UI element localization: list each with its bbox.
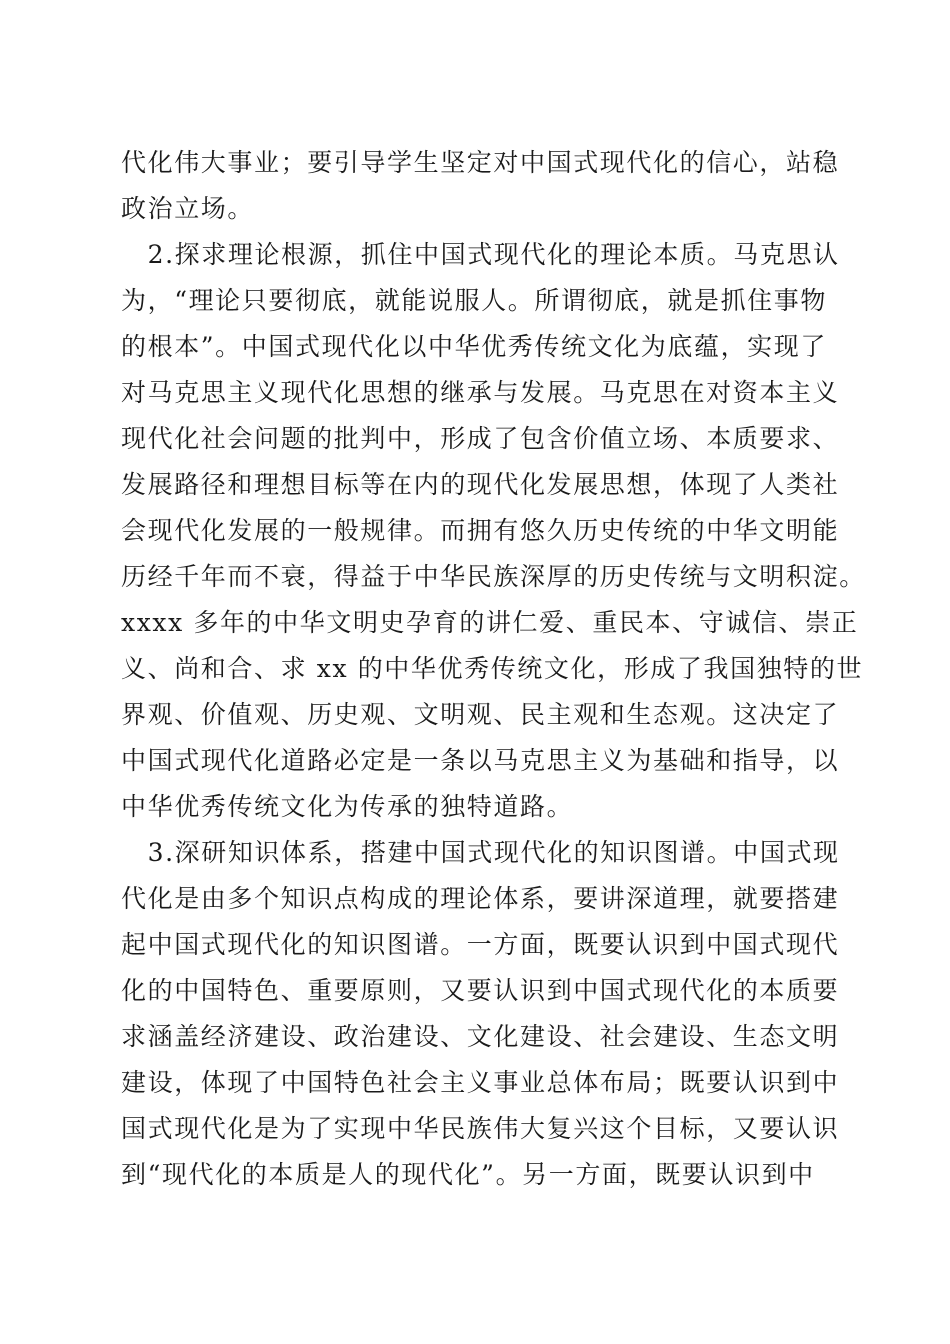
text-line: 发展路径和理想目标等在内的现代化发展思想，体现了人类社 xyxy=(121,470,840,499)
text-line: 国式现代化是为了实现中华民族伟大复兴这个目标，又要认识 xyxy=(121,1114,840,1143)
text-line: 中国式现代化道路必定是一条以马克思主义为基础和指导，以 xyxy=(121,746,840,775)
body-text xyxy=(121,140,866,1198)
text-line: 到“现代化的本质是人的现代化”。另一方面，既要认识到中 xyxy=(121,1160,815,1189)
paragraph-heading-line: 2.探求理论根源，抓住中国式现代化的理论本质。马克思认 xyxy=(121,240,840,269)
text-line: 现代化社会问题的批判中，形成了包含价值立场、本质要求、 xyxy=(121,424,840,453)
text-line: 起中国式现代化的知识图谱。一方面，既要认识到中国式现代 xyxy=(121,930,840,959)
text-line: 建设，体现了中国特色社会主义事业总体布局；既要认识到中 xyxy=(121,1068,840,1097)
text-line: 为，“理论只要彻底，就能说服人。所谓彻底，就是抓住事物 xyxy=(121,286,827,315)
paragraph-heading-line: 3.深研知识体系，搭建中国式现代化的知识图谱。中国式现 xyxy=(121,838,840,867)
text-line: 会现代化发展的一般规律。而拥有悠久历史传统的中华文明能 xyxy=(121,516,840,545)
text-line: 中华优秀传统文化为传承的独特道路。 xyxy=(121,792,574,821)
text-line: 代化伟大事业；要引导学生坚定对中国式现代化的信心，站稳 xyxy=(121,148,840,177)
text-line: xxxx 多年的中华文明史孕育的讲仁爱、重民本、守诚信、崇正 xyxy=(121,608,859,637)
text-line: 义、尚和合、求 xx 的中华优秀传统文化，形成了我国独特的世 xyxy=(121,654,864,683)
text-line: 历经千年而不衰，得益于中华民族深厚的历史传统与文明积淀。 xyxy=(121,562,866,591)
text-line: 界观、价值观、历史观、文明观、民主观和生态观。这决定了 xyxy=(121,700,840,729)
text-line: 对马克思主义现代化思想的继承与发展。马克思在对资本主义 xyxy=(121,378,840,407)
text-line: 的根本”。中国式现代化以中华优秀传统文化为底蕴，实现了 xyxy=(121,332,827,361)
text-line: 化的中国特色、重要原则，又要认识到中国式现代化的本质要 xyxy=(121,976,840,1005)
text-line: 求涵盖经济建设、政治建设、文化建设、社会建设、生态文明 xyxy=(121,1022,840,1051)
text-line: 代化是由多个知识点构成的理论体系，要讲深道理，就要搭建 xyxy=(121,884,840,913)
text-line: 政治立场。 xyxy=(121,194,255,223)
